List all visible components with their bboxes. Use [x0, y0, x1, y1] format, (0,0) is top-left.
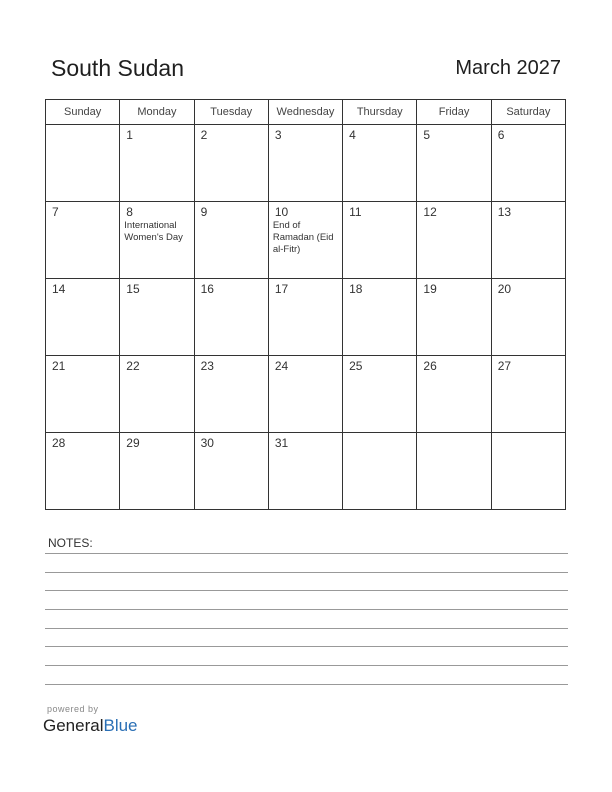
day-number: 12: [423, 205, 437, 219]
weekday-saturday: Saturday: [491, 100, 565, 125]
day-number: 25: [349, 359, 363, 373]
holiday-label: International Women's Day: [124, 220, 183, 243]
day-cell: [491, 125, 565, 202]
day-cell: [491, 202, 565, 279]
notes-line: [45, 609, 568, 610]
holiday-label: End of Ramadan (Eid al-Fitr): [272, 220, 334, 255]
day-cell: [417, 356, 491, 433]
notes-line: [45, 684, 568, 685]
day-number: 8: [126, 205, 133, 219]
day-number: 31: [274, 436, 289, 450]
day-cell: [194, 433, 268, 510]
country-title: South Sudan: [51, 55, 185, 81]
day-number: 28: [52, 436, 66, 450]
day-cell: [194, 202, 268, 279]
day-cell: [46, 356, 120, 433]
day-cell: [268, 279, 342, 356]
day-cell: [120, 125, 194, 202]
day-cell: [343, 125, 417, 202]
day-cell: [491, 356, 565, 433]
day-cell: [491, 433, 565, 510]
day-number: 6: [497, 128, 505, 142]
day-number: 27: [497, 359, 512, 373]
week-row: [46, 279, 566, 356]
day-number: 22: [126, 359, 140, 373]
week-row: [46, 433, 566, 510]
week-row: [46, 356, 566, 433]
weekday-header-row: [46, 100, 566, 125]
day-cell: [268, 202, 342, 279]
day-number: 23: [200, 359, 214, 373]
day-cell: [120, 433, 194, 510]
day-number: 11: [349, 205, 362, 219]
weekday-tuesday: Tuesday: [194, 100, 268, 125]
day-cell: [491, 279, 565, 356]
day-number: 1: [126, 128, 133, 142]
notes-line: [45, 646, 568, 647]
day-cell: [343, 202, 417, 279]
day-cell: [268, 125, 342, 202]
day-cell: [46, 279, 120, 356]
day-number: 24: [274, 359, 289, 373]
day-cell: [194, 279, 268, 356]
month-title: March 2027: [455, 57, 561, 79]
calendar-grid: [45, 99, 566, 510]
day-cell: [268, 433, 342, 510]
notes-label: NOTES:: [48, 536, 93, 550]
day-number: 29: [126, 436, 140, 450]
day-cell: [417, 202, 491, 279]
day-number: 26: [423, 359, 437, 373]
day-cell: [46, 433, 120, 510]
day-cell: [417, 279, 491, 356]
generalblue-logo: [43, 716, 138, 736]
logo-general-text: General: [43, 716, 104, 735]
notes-line: [45, 665, 568, 666]
day-cell: [46, 202, 120, 279]
day-number: 4: [349, 128, 356, 142]
day-number: 17: [274, 282, 289, 296]
logo-blue-text: Blue: [103, 716, 138, 735]
day-cell: [120, 202, 194, 279]
day-cell: [194, 356, 268, 433]
day-cell: [417, 125, 491, 202]
day-cell: [268, 356, 342, 433]
weekday-thursday: Thursday: [343, 100, 417, 125]
day-number: 30: [200, 436, 214, 450]
day-number: 2: [200, 128, 208, 142]
day-cell: [120, 279, 194, 356]
weekday-wednesday: Wednesday: [268, 100, 342, 125]
day-cell: [343, 279, 417, 356]
weekday-sunday: Sunday: [46, 100, 120, 125]
day-cell: [417, 433, 491, 510]
day-cell: [194, 125, 268, 202]
notes-line: [45, 590, 568, 591]
day-cell: [343, 433, 417, 510]
day-number: 15: [126, 282, 140, 296]
notes-line: [45, 628, 568, 629]
day-number: 14: [52, 282, 66, 296]
weekday-friday: Friday: [417, 100, 491, 125]
day-number: 21: [52, 359, 66, 373]
notes-line: [45, 553, 568, 554]
day-number: 9: [200, 205, 208, 219]
week-row: [46, 202, 566, 279]
day-cell: [120, 356, 194, 433]
weekday-monday: Monday: [120, 100, 194, 125]
day-number: 5: [423, 128, 431, 142]
day-number: 7: [52, 205, 59, 219]
day-number: 3: [274, 128, 282, 142]
day-number: 10: [274, 205, 289, 219]
powered-by-text: powered by: [47, 704, 99, 714]
day-cell: [46, 125, 120, 202]
day-number: 18: [349, 282, 363, 296]
week-row: [46, 125, 566, 202]
day-number: 13: [497, 205, 512, 219]
day-number: 20: [497, 282, 512, 296]
day-cell: [343, 356, 417, 433]
day-number: 19: [423, 282, 437, 296]
day-number: 16: [200, 282, 214, 296]
notes-line: [45, 572, 568, 573]
